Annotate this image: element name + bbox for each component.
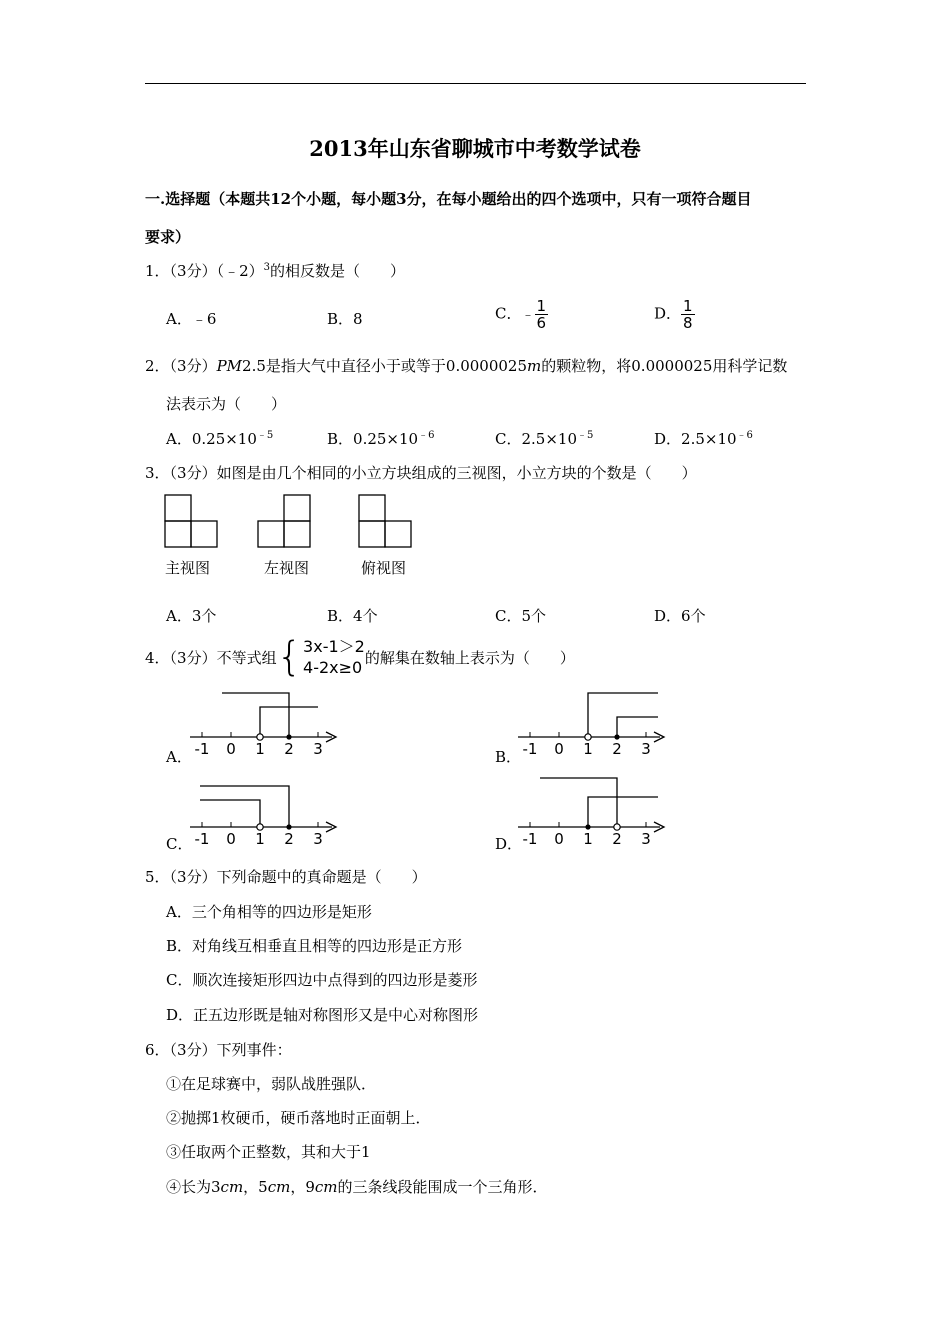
q6-e4-unit: cm [314, 1178, 338, 1196]
q4-option-c-label: C． [166, 835, 193, 853]
tick-label: 1 [583, 830, 593, 848]
q1-option-c [495, 298, 548, 331]
question-3-stem: 3．（3分）如图是由几个相同的小立方块组成的三视图，小立方块的个数是（ ） [145, 464, 697, 482]
q6-event-3: ③任取两个正整数，其和大于1 [166, 1143, 371, 1161]
front-view [165, 495, 217, 547]
q3-option-a: A．3个 [166, 607, 217, 625]
tick-label: 3 [313, 740, 323, 758]
q3-option-b: B．4个 [327, 607, 378, 625]
inequality-2: 4-2x≥0 [303, 658, 363, 677]
top-view-label: 俯视图 [361, 559, 407, 577]
tick-label: 3 [313, 830, 323, 848]
q1-c-fraction [535, 298, 549, 331]
front-view-label: 主视图 [165, 559, 211, 577]
q2-c-exp: ﹣5 [577, 430, 594, 441]
q2-option-d [654, 428, 753, 449]
q2-b-exp: ﹣6 [418, 430, 435, 441]
q4-option-a-label: A． [166, 748, 192, 766]
q6-event-2: ②抛掷1枚硬币，硬币落地时正面朝上． [166, 1109, 431, 1127]
q2-b-base: B．0.25×10 [327, 430, 419, 448]
q5-option-c: C．顺次连接矩形四边中点得到的四边形是菱形 [166, 971, 478, 989]
tick-label: 1 [255, 830, 265, 848]
q2-stem-c: 的颗粒物，将0.0000025用科学记数 [541, 357, 788, 375]
q3-option-c: C．5个 [495, 607, 547, 625]
q1-c-denominator: 6 [536, 314, 547, 332]
tick-label: 0 [226, 740, 236, 758]
q1-d-label: D． [654, 304, 682, 323]
q4-stem-b: 的解集在数轴上表示为（ ） [364, 648, 575, 667]
question-1-stem [145, 260, 405, 281]
q1-option-a: A．﹣6 [166, 310, 217, 328]
q1-exponent: 3 [263, 262, 271, 273]
q2-c-base: C．2.5×10 [495, 430, 577, 448]
section-heading-line1: 一.选择题（本题共12个小题，每小题3分，在每小题给出的四个选项中，只有一项符合题目 [145, 190, 752, 208]
section-heading-line2: 要求） [145, 228, 191, 246]
q4-option-d-numberline [518, 777, 673, 847]
q1-option-d [654, 298, 695, 331]
inequality-system [277, 636, 365, 678]
q2-stem-a: 2．（3分） [145, 357, 217, 375]
q6-e4-d: 的三条线段能围成一个三角形． [337, 1178, 548, 1196]
q4-option-b-label: B． [495, 748, 522, 766]
tick-label: 2 [612, 740, 622, 758]
question-2-stem-line2: 法表示为（ ） [166, 395, 287, 413]
q1-option-b: B．8 [327, 310, 363, 328]
q1-c-label: C． [495, 304, 522, 323]
q1-c-numerator: 1 [536, 297, 547, 315]
q4-option-c-numberline [190, 777, 345, 847]
q5-option-d: D．正五边形既是轴对称图形又是中心对称图形 [166, 1006, 479, 1024]
q1-d-fraction [681, 298, 695, 331]
q1-d-numerator: 1 [683, 297, 693, 315]
tick-label: 2 [284, 830, 294, 848]
tick-label: 2 [284, 740, 294, 758]
q2-option-a [166, 428, 273, 449]
q2-unit-m: m [527, 357, 542, 375]
tick-label: -1 [522, 830, 538, 848]
q6-e4-a: ④长为3 [166, 1178, 221, 1196]
q5-option-a: A．三个角相等的四边形是矩形 [166, 903, 372, 921]
q6-event-1: ①在足球赛中，弱队战胜强队． [166, 1075, 377, 1093]
left-view [258, 495, 310, 547]
left-view-label: 左视图 [264, 559, 310, 577]
tick-label: 2 [612, 830, 622, 848]
q4-option-b-numberline [518, 690, 673, 760]
question-5-stem: 5．（3分）下列命题中的真命题是（ ） [145, 868, 427, 886]
q2-stem-b: 2.5是指大气中直径小于或等于0.0000025 [242, 357, 528, 375]
tick-label: 0 [554, 740, 564, 758]
q2-pm: PM [216, 357, 243, 375]
q1-stem-a: 1．（3分）（﹣2） [145, 262, 264, 280]
q6-e4-unit: cm [220, 1178, 244, 1196]
q2-a-exp: ﹣5 [256, 430, 274, 441]
q4-option-a-numberline [190, 690, 345, 760]
question-2-stem [145, 355, 787, 376]
q2-option-c [495, 428, 593, 449]
tick-label: 3 [641, 740, 651, 758]
tick-label: 3 [641, 830, 651, 848]
top-view [359, 495, 411, 547]
tick-label: 1 [255, 740, 265, 758]
brace-icon: { [276, 634, 303, 680]
q1-stem-b: 的相反数是（ ） [270, 262, 406, 280]
tick-label: -1 [194, 740, 210, 758]
q2-option-b [327, 428, 434, 449]
q2-a-base: A．0.25×10 [166, 430, 257, 448]
question-4-stem [145, 636, 575, 678]
header-rule [145, 83, 806, 84]
q6-e4-unit: cm [267, 1178, 291, 1196]
tick-label: -1 [194, 830, 210, 848]
q2-d-exp: ﹣6 [736, 430, 753, 441]
three-view-figure [160, 493, 420, 553]
tick-label: -1 [522, 740, 538, 758]
tick-label: 0 [226, 830, 236, 848]
tick-label: 0 [554, 830, 564, 848]
tick-label: 1 [583, 740, 593, 758]
inequality-1: 3x-1＞2 [303, 637, 365, 656]
q4-option-d-label: D． [495, 835, 523, 853]
q1-d-denominator: 8 [683, 314, 693, 332]
q6-event-4 [166, 1176, 548, 1197]
q4-stem-a: 4．（3分）不等式组 [145, 648, 277, 667]
q6-e4-b: ，5 [243, 1178, 268, 1196]
q6-e4-c: ，9 [290, 1178, 315, 1196]
question-6-stem: 6．（3分）下列事件： [145, 1041, 292, 1059]
q2-d-base: D．2.5×10 [654, 430, 737, 448]
q1-c-sign: ﹣ [521, 307, 535, 323]
q3-option-d: D．6个 [654, 607, 706, 625]
q5-option-b: B．对角线互相垂直且相等的四边形是正方形 [166, 937, 463, 955]
page-title: 2013年山东省聊城市中考数学试卷 [309, 136, 641, 161]
